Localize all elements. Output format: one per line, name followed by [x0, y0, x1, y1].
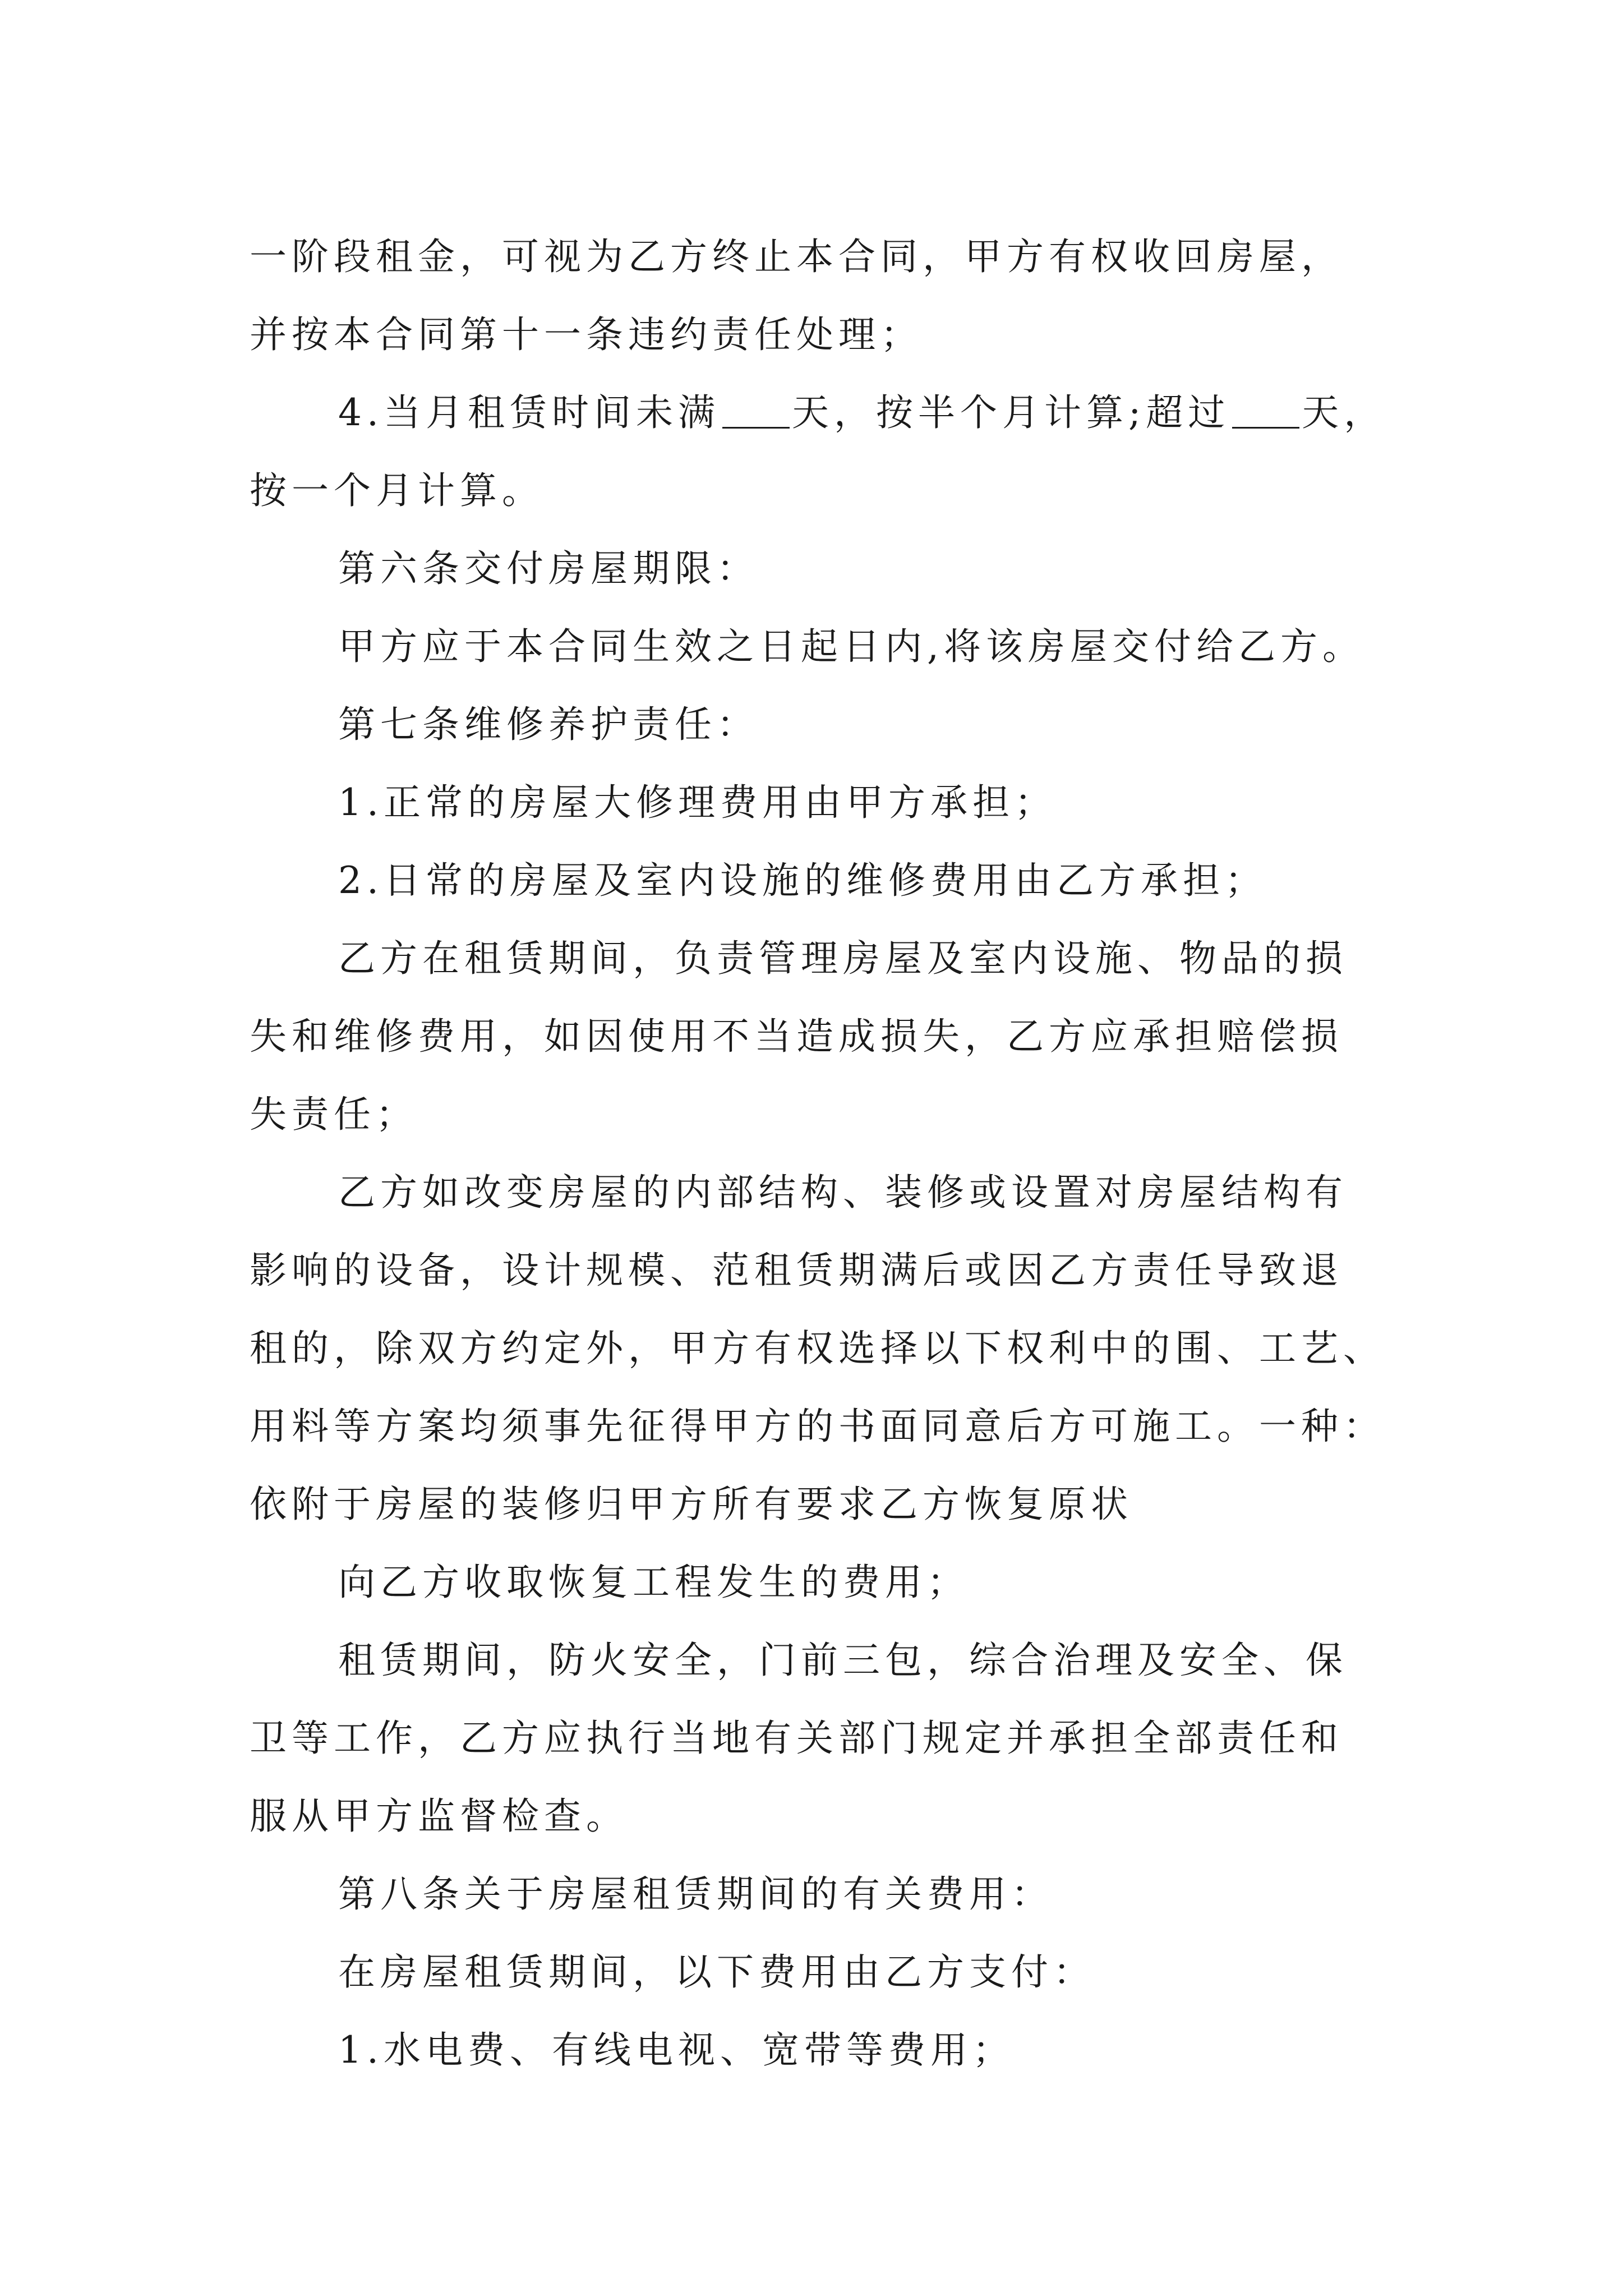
- section-heading: 第八条关于房屋租赁期间的有关费用：: [338, 1872, 1053, 1916]
- text-line: 甲方应于本合同生效之日起日内,将该房屋交付给乙方。: [338, 625, 1364, 668]
- text-line: 卫等工作，乙方应执行当地有关部门规定并承担全部责任和: [250, 1717, 1343, 1760]
- fill-in-blank: [1232, 390, 1299, 429]
- text-line: 租的，除双方约定外，甲方有权选择以下权利中的围、工艺、: [250, 1327, 1385, 1370]
- text-line: 并按本合同第十一条违约责任处理；: [250, 313, 923, 356]
- text-line: 1.水电费、有线电视、宽带等费用；: [338, 2028, 1015, 2072]
- text-line: 向乙方收取恢复工程发生的费用；: [338, 1561, 969, 1604]
- text-line: [250, 374, 1399, 452]
- section-heading: 第六条交付房屋期限：: [338, 547, 759, 590]
- text-line: 在房屋租赁期间，以下费用由乙方支付：: [338, 1950, 1095, 1994]
- text-line: 乙方如改变房屋的内部结构、装修或设置对房屋结构有: [338, 1171, 1348, 1214]
- text-line: 服从甲方监督检查。: [250, 1795, 628, 1838]
- text-line: 影响的设备，设计规模、范租赁期满后或因乙方责任导致退: [250, 1249, 1343, 1292]
- text-line: 乙方在租赁期间，负责管理房屋及室内设施、物品的损: [338, 937, 1348, 980]
- text-line: 失责任；: [250, 1093, 418, 1136]
- text-segment: 4.当月租赁时间未满: [338, 391, 720, 434]
- text-line: 失和维修费用，如因使用不当造成损失，乙方应承担赔偿损: [250, 1015, 1343, 1058]
- fill-in-blank: [722, 390, 790, 429]
- text-line: 租赁期间，防火安全，门前三包，综合治理及安全、保: [338, 1639, 1348, 1682]
- text-line: 按一个月计算。: [250, 469, 544, 512]
- text-line: 1.正常的房屋大修理费用由甲方承担；: [338, 781, 1057, 824]
- text-line: 依附于房屋的装修归甲方所有要求乙方恢复原状: [250, 1483, 1133, 1526]
- document-body: [250, 218, 1399, 2089]
- text-line: 一阶段租金，可视为乙方终止本合同，甲方有权收回房屋，: [250, 235, 1343, 278]
- section-heading: 第七条维修养护责任：: [338, 703, 759, 746]
- text-segment: 天，按半个月计算;超过: [791, 391, 1230, 434]
- text-line: 用料等方案均须事先征得甲方的书面同意后方可施工。一种：: [250, 1405, 1385, 1448]
- text-segment: 天，: [1302, 391, 1386, 434]
- text-line: 2.日常的房屋及室内设施的维修费用由乙方承担；: [338, 859, 1267, 902]
